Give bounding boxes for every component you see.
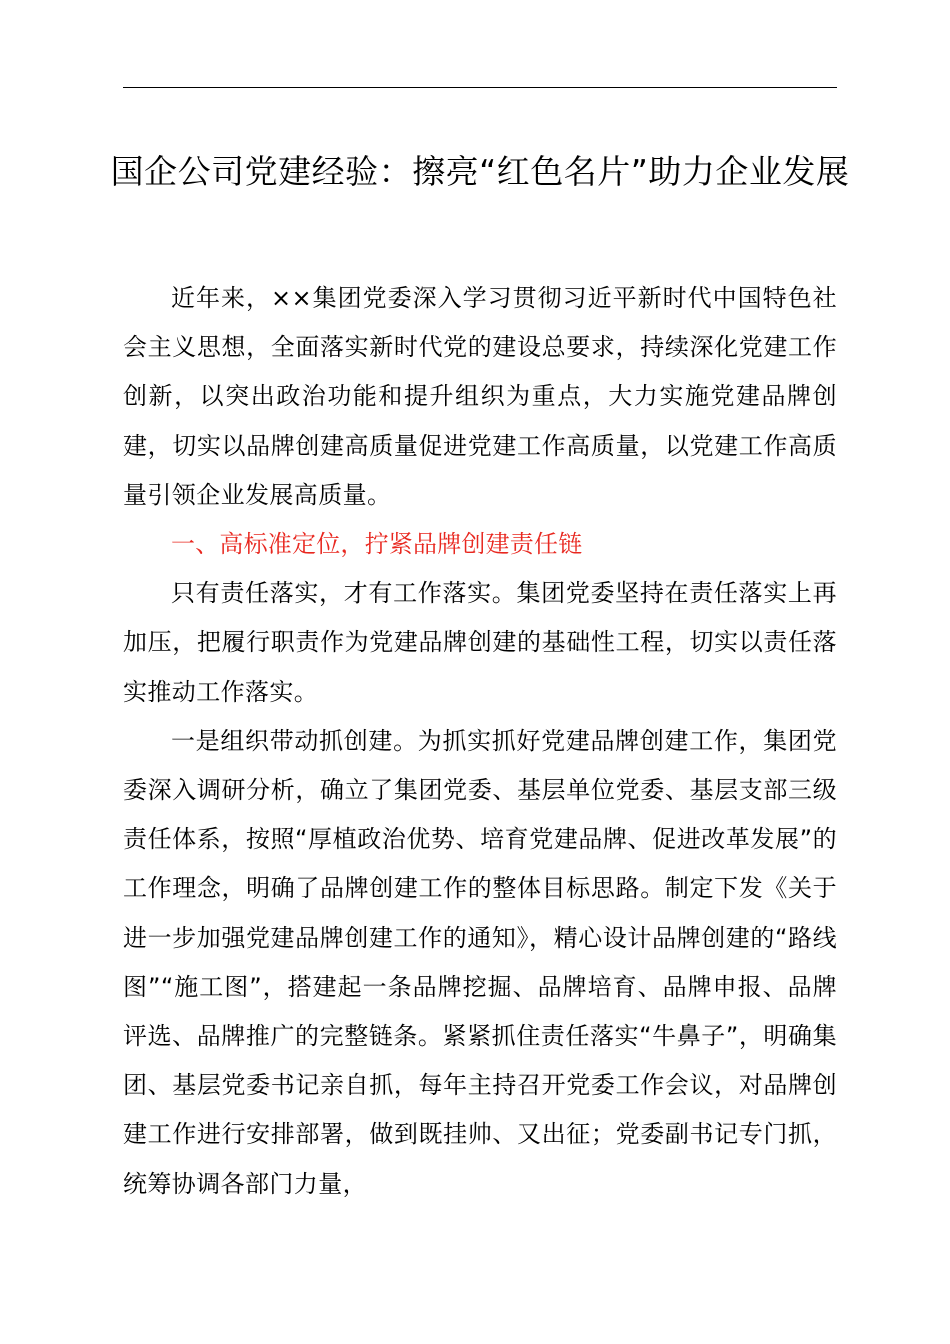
paragraph-responsibility: 只有责任落实，才有工作落实。集团党委坚持在责任落实上再加压，把履行职责作为党建品牌创建的基础性工程，切实以责任落实推动工作落实。 xyxy=(123,579,837,706)
header-rule xyxy=(123,87,837,88)
document-title: 国企公司党建经验：擦亮“红色名片”助力企业发展 xyxy=(110,152,850,191)
document-body xyxy=(123,274,837,1209)
paragraph-organization: 一是组织带动抓创建。为抓实抓好党建品牌创建工作，集团党委深入调研分析，确立了集团党委、基层单位党委、基层支部三级责任体系，按照“厚植政治优势、培育党建品牌、促进改革发展”的工作理念，明确了品牌创建工作的整体目标思路。制定下发《关于进一步加强党建品牌创建工作的通知》，精心设计品牌创建的“路线图”“施工图”，搭建起一条品牌挖掘、品牌培育、品牌申报、品牌评选、品牌推广的完整链条。紧紧抓住责任落实“牛鼻子”，明确集团、基层党委书记亲自抓，每年主持召开党委工作会议，对品牌创建工作进行安排部署，做到既挂帅、又出征；党委副书记专门抓，统筹协调各部门力量， xyxy=(123,726,837,1198)
section-heading-1: 一、高标准定位，拧紧品牌创建责任链 xyxy=(171,530,583,559)
paragraph-intro: 近年来，××集团党委深入学习贯彻习近平新时代中国特色社会主义思想，全面落实新时代党的建设总要求，持续深化党建工作创新，以突出政治功能和提升组织为重点，大力实施党建品牌创建，切实以品牌创建高质量促进党建工作高质量，以党建工作高质量引领企业发展高质量。 xyxy=(123,284,837,509)
